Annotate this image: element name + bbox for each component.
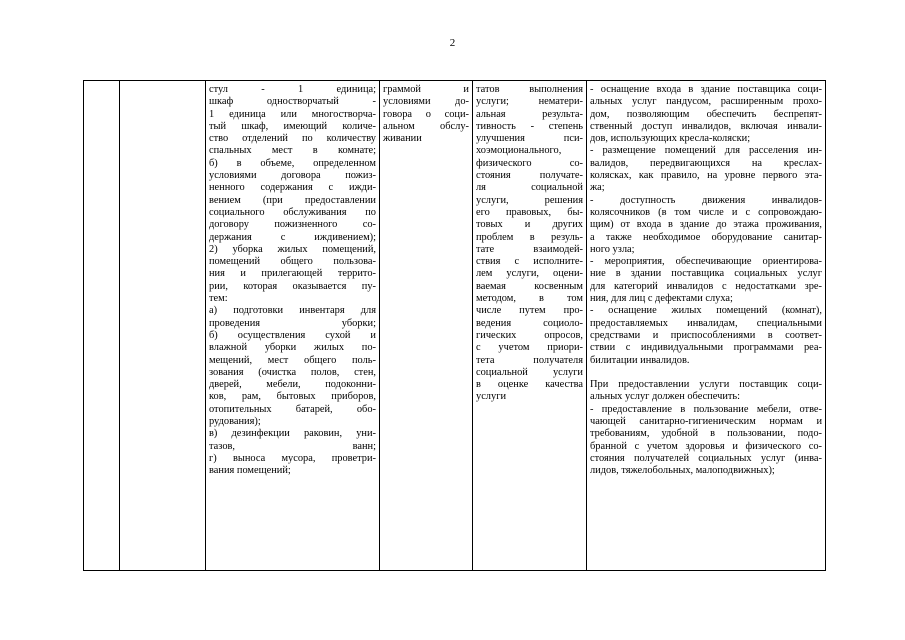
text-line: услуги; нематери- [476,96,583,108]
text-line: жа; [590,182,605,194]
text-line: стояния получателей социальных услуг (инва- [590,452,822,464]
text-line: зования (очистка полов, стен, [209,366,376,378]
text-line: отопительных батарей, обо- [209,403,376,415]
text-line: б) осуществления сухой и [209,329,376,341]
text-line: спальных мест в комнате; [209,145,376,157]
text-line: предоставляемых инвалидам, специальными [590,317,822,329]
page-number: 2 [449,37,456,49]
cell-service-content [206,81,380,571]
text-line: живании [383,133,422,145]
text-line: тем: [209,293,228,305]
text-line: колясках, как правило, на уровне первого эта- [590,170,822,182]
text-line: в) дезинфекции раковин, уни- [209,428,376,440]
text-line: помещений общего пользова- [209,256,376,268]
text-line: держания с иждивением); [209,231,376,243]
text-line: 2) уборка жилых помещений, [209,243,376,255]
cell-accessibility-conditions [587,81,826,571]
text-line: - мероприятия, обеспечивающие ориентирова- [590,256,822,268]
text-line: ство отделений по количеству [209,133,376,145]
text-line: тазов, ванн; [209,440,376,452]
text-line: средствами и приспособлениями в соответ- [590,329,822,341]
text-line: лем услуги, оцени- [476,268,583,280]
text-line: ля социальной [476,182,583,194]
cell-col2 [120,81,206,571]
text-line: 1 единица или многостворча- [209,108,376,120]
text-line: тета получателя [476,354,583,366]
text-line: проведения уборки; [209,317,376,329]
text-line: граммой и [383,84,469,95]
text-line: условиями договора пожиз- [209,170,376,182]
text-line: социального обслуживания по [209,206,376,218]
text-line: дов, использующих кресла-коляски; [590,133,751,145]
text-line: ков, рам, бытовых приборов, [209,391,376,403]
text-line [590,367,822,379]
text-line: услуги [476,391,507,403]
text-line: мещений, мест общего поль- [209,354,376,366]
text-line: стояния получате- [476,170,583,182]
text-line: - оснащение жилых помещений (комнат), [590,305,822,317]
text-line: товых и других [476,219,583,231]
text-line: его правовых, бы- [476,206,583,218]
text-line: альном обслу- [383,120,469,132]
text-line: проблем в резуль- [476,231,583,243]
text-line: - предоставление в пользование мебели, отве- [590,403,822,415]
text-line: с учетом приори- [476,342,583,354]
text-line: влажной уборки жилых по- [209,342,376,354]
text-line: шкаф одностворчатый - [209,96,376,108]
text-line: гических опросов, [476,329,583,341]
text-line: рии, которая оказывается пу- [209,280,376,292]
text-line: щим) от входа в здание до этажа проживания, [590,219,822,231]
text-line: ваемая косвенным [476,280,583,292]
text-line: ние в здании поставщика социальных услуг [590,268,822,280]
text-line: улучшения пси- [476,133,583,145]
text-line: стул - 1 единица; [209,84,376,95]
text-line: хоэмоционального, [476,145,562,157]
text-line: лидов, тяжелобольных, малоподвижных); [590,465,775,477]
text-line: ного узла; [590,243,635,255]
text-line: требованиям, удобной в пользовании, подо- [590,428,822,440]
text-line: а также необходимое оборудование санитар- [590,231,822,243]
text-line: ненного содержания с ижди- [209,182,376,194]
text-line: ствия с исполните- [476,256,583,268]
text-line: рудования); [209,416,261,428]
text-line: для категорий инвалидов с недостатками зре- [590,280,822,292]
text-line: бранной с учетом здоровья и физического со- [590,440,822,452]
text-line: числе путем про- [476,305,583,317]
text-line: колясочников (в том числе и с сопровождаю- [590,206,822,218]
text-line: б) в объеме, определенном [209,157,376,169]
text-line: тый шкаф, имеющий количе- [209,120,376,132]
cell-quality-indicators [473,81,587,571]
text-line: билитации инвалидов. [590,354,690,366]
text-line: физического со- [476,157,583,169]
text-line: услуги, решения [476,194,583,206]
text-line: альных услуг пандусом, расширенным прохо- [590,96,822,108]
text-line: г) выноса мусора, проветри- [209,452,376,464]
text-line: тивность - степень [476,120,583,132]
text-line: - доступность движения инвалидов- [590,194,822,206]
text-line: При предоставлении услуги поставщик соци- [590,379,822,391]
text-line: договору пожизненного со- [209,219,376,231]
text-line: дом, позволяющим обеспечить беспрепят- [590,108,822,120]
text-line: татов выполнения [476,84,583,95]
text-line: ствии с индивидуальными программами реа- [590,342,822,354]
text-line: ственный доступ инвалидов, включая инвали- [590,120,822,132]
text-line: дверей, мебели, подоконни- [209,379,376,391]
text-line: чающей санитарно-гигиеническим нормам и [590,416,822,428]
document-table [83,80,826,571]
text-line: ния, для лиц с дефектами слуха; [590,293,733,305]
text-line: социальной услуги [476,366,583,378]
text-line: - оснащение входа в здание поставщика соци- [590,84,822,95]
text-line: говора о соци- [383,108,469,120]
text-line: вением (при предоставлении [209,194,376,206]
text-line: ведения социоло- [476,317,583,329]
text-line: тате взаимодей- [476,243,583,255]
text-line: вания помещений; [209,465,291,477]
text-line: альная результа- [476,108,583,120]
text-line: условиями до- [383,96,469,108]
text-line: ния и прилегающей террито- [209,268,376,280]
cell-col1 [84,81,120,571]
text-line: - размещение помещений для расселения ин- [590,145,822,157]
text-line: в оценке качества [476,379,583,391]
text-line: методом, в том [476,293,583,305]
cell-provision-conditions [380,81,473,571]
text-line: альных услуг должен обеспечить: [590,391,741,403]
text-line: а) подготовки инвентаря для [209,305,376,317]
table-row [84,81,826,571]
text-line: валидов, передвигающихся на креслах- [590,157,822,169]
